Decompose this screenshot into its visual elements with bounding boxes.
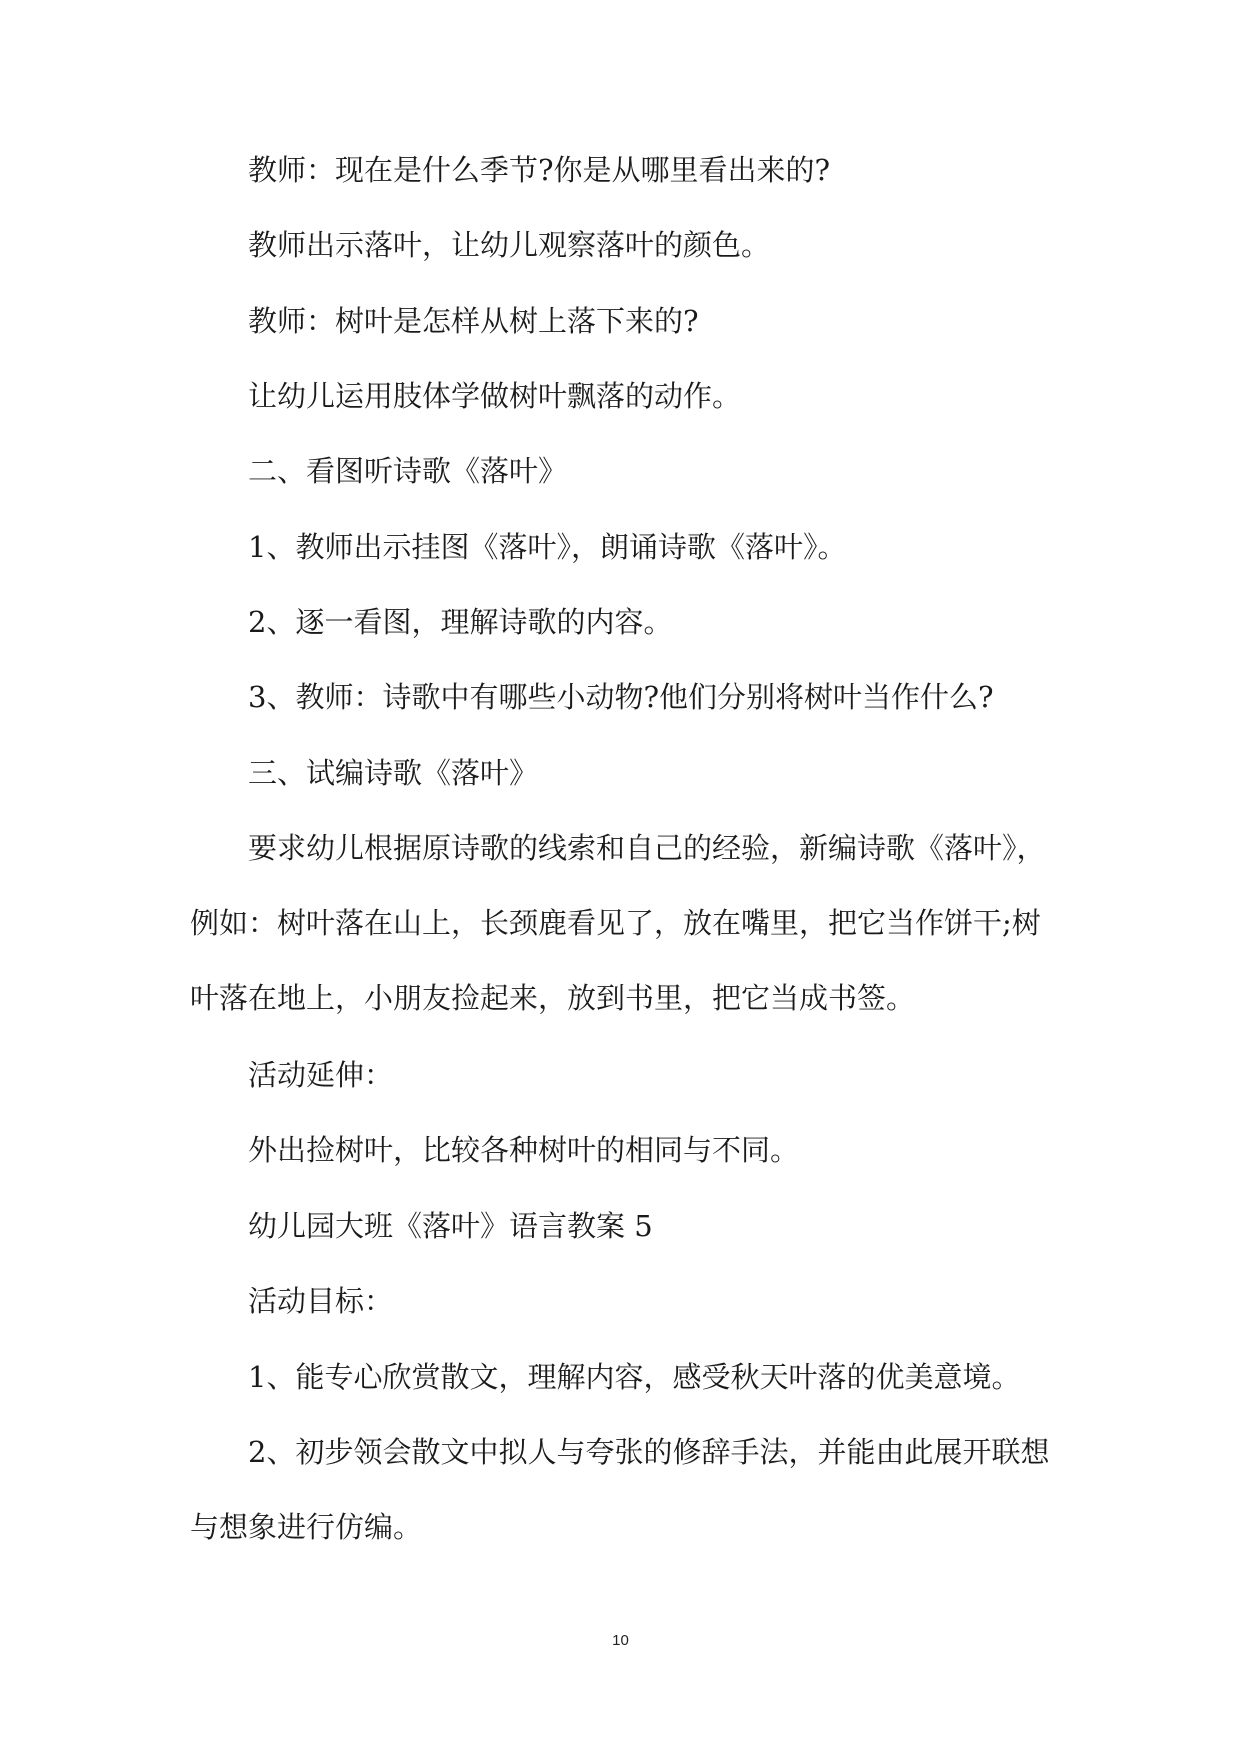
paragraph-16: 2、初步领会散文中拟人与夸张的修辞手法，并能由此展开联想与想象进行仿编。: [190, 1435, 1050, 1544]
paragraph-11: 活动延伸：: [248, 1058, 394, 1092]
paragraph-8: 3、教师：诗歌中有哪些小动物?他们分别将树叶当作什么?: [248, 680, 994, 714]
paragraph-12: 外出捡树叶，比较各种树叶的相同与不同。: [248, 1133, 800, 1167]
paragraph-3: 教师：树叶是怎样从树上落下来的?: [248, 304, 699, 338]
section-heading-3: 三、试编诗歌《落叶》: [248, 756, 539, 790]
paragraph-14: 活动目标：: [248, 1284, 394, 1318]
section-heading-2: 二、看图听诗歌《落叶》: [248, 454, 568, 488]
paragraph-10: 要求幼儿根据原诗歌的线索和自己的经验，新编诗歌《落叶》，例如：树叶落在山上，长颈鹿看见了，放在嘴里，把它当作饼干;树叶落在地上，小朋友捡起来，放到书里，把它当成书签。: [190, 831, 1046, 1015]
paragraph-1: 教师：现在是什么季节?你是从哪里看出来的?: [248, 153, 831, 187]
paragraph-6: 1、教师出示挂图《落叶》，朗诵诗歌《落叶》。: [248, 530, 847, 564]
paragraph-4: 让幼儿运用肢体学做树叶飘落的动作。: [248, 379, 742, 413]
paragraph-15: 1、能专心欣赏散文，理解内容，感受秋天叶落的优美意境。: [248, 1360, 1021, 1394]
page-number: 10: [612, 1632, 629, 1649]
lesson-title: 幼儿园大班《落叶》语言教案 5: [248, 1209, 653, 1243]
paragraph-2: 教师出示落叶，让幼儿观察落叶的颜色。: [248, 228, 771, 262]
paragraph-7: 2、逐一看图，理解诗歌的内容。: [248, 605, 673, 639]
